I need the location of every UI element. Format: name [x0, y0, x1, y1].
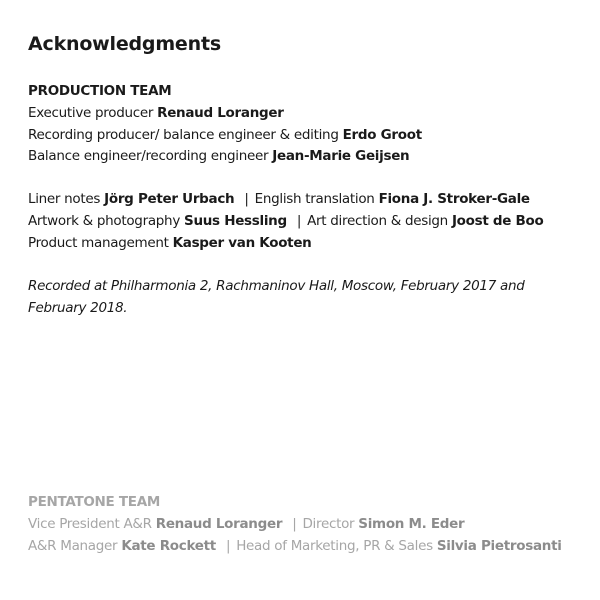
credit-role: Product management [28, 234, 169, 251]
credit-name: Renaud Loranger [157, 104, 284, 121]
credit-line [28, 125, 422, 147]
credit-line [28, 146, 422, 168]
credit-role: Artwork & photography [28, 212, 181, 229]
pentatone-team-section [28, 492, 562, 557]
production-team-heading: PRODUCTION TEAM [28, 83, 172, 99]
separator: | [292, 515, 297, 532]
credit-role: English translation [254, 191, 375, 207]
credit-name: Kasper van Kooten [172, 234, 312, 251]
credits-section [28, 189, 543, 254]
recording-note: Recorded at Philharmonia 2, Rachmaninov Hall, Moscow, February 2017 and February 2018. [28, 278, 525, 316]
separator: | [225, 537, 231, 554]
credit-name: Simon M. Eder [358, 515, 465, 532]
credit-name: Erdo Groot [342, 126, 422, 143]
credit-line [28, 233, 543, 255]
credit-name: Fiona J. Stroker-Gale [378, 191, 530, 207]
credit-role: Director [302, 515, 355, 532]
separator: | [296, 212, 302, 229]
credit-role: Executive producer [28, 104, 154, 121]
credit-role: Vice President A&R [28, 515, 152, 532]
credit-name: Kate Rockett [121, 537, 216, 554]
production-team-section [28, 81, 422, 168]
credit-name: Silvia Pietrosanti [436, 537, 562, 554]
credit-line [28, 211, 543, 233]
credit-line [28, 514, 562, 536]
credit-role: Recording producer/ balance engineer & editing [28, 126, 339, 143]
credit-role: Balance engineer/recording engineer [28, 148, 269, 165]
credit-name: Jörg Peter Urbach [104, 191, 235, 207]
credit-role: Liner notes [28, 191, 101, 207]
pentatone-team-heading: PENTATONE TEAM [28, 494, 160, 510]
credit-line [28, 536, 562, 558]
credit-name: Renaud Loranger [155, 515, 283, 532]
credit-line [28, 189, 543, 211]
credit-name: Joost de Boo [451, 212, 544, 229]
credit-name: Suus Hessling [184, 212, 287, 229]
credit-role: Head of Marketing, PR & Sales [236, 537, 433, 554]
credit-line [28, 103, 422, 125]
page-title: Acknowledgments [28, 33, 221, 55]
credit-role: A&R Manager [28, 537, 118, 554]
credit-role: Art direction & design [307, 212, 448, 229]
credit-name: Jean-Marie Geijsen [272, 148, 410, 165]
separator: | [244, 191, 249, 207]
